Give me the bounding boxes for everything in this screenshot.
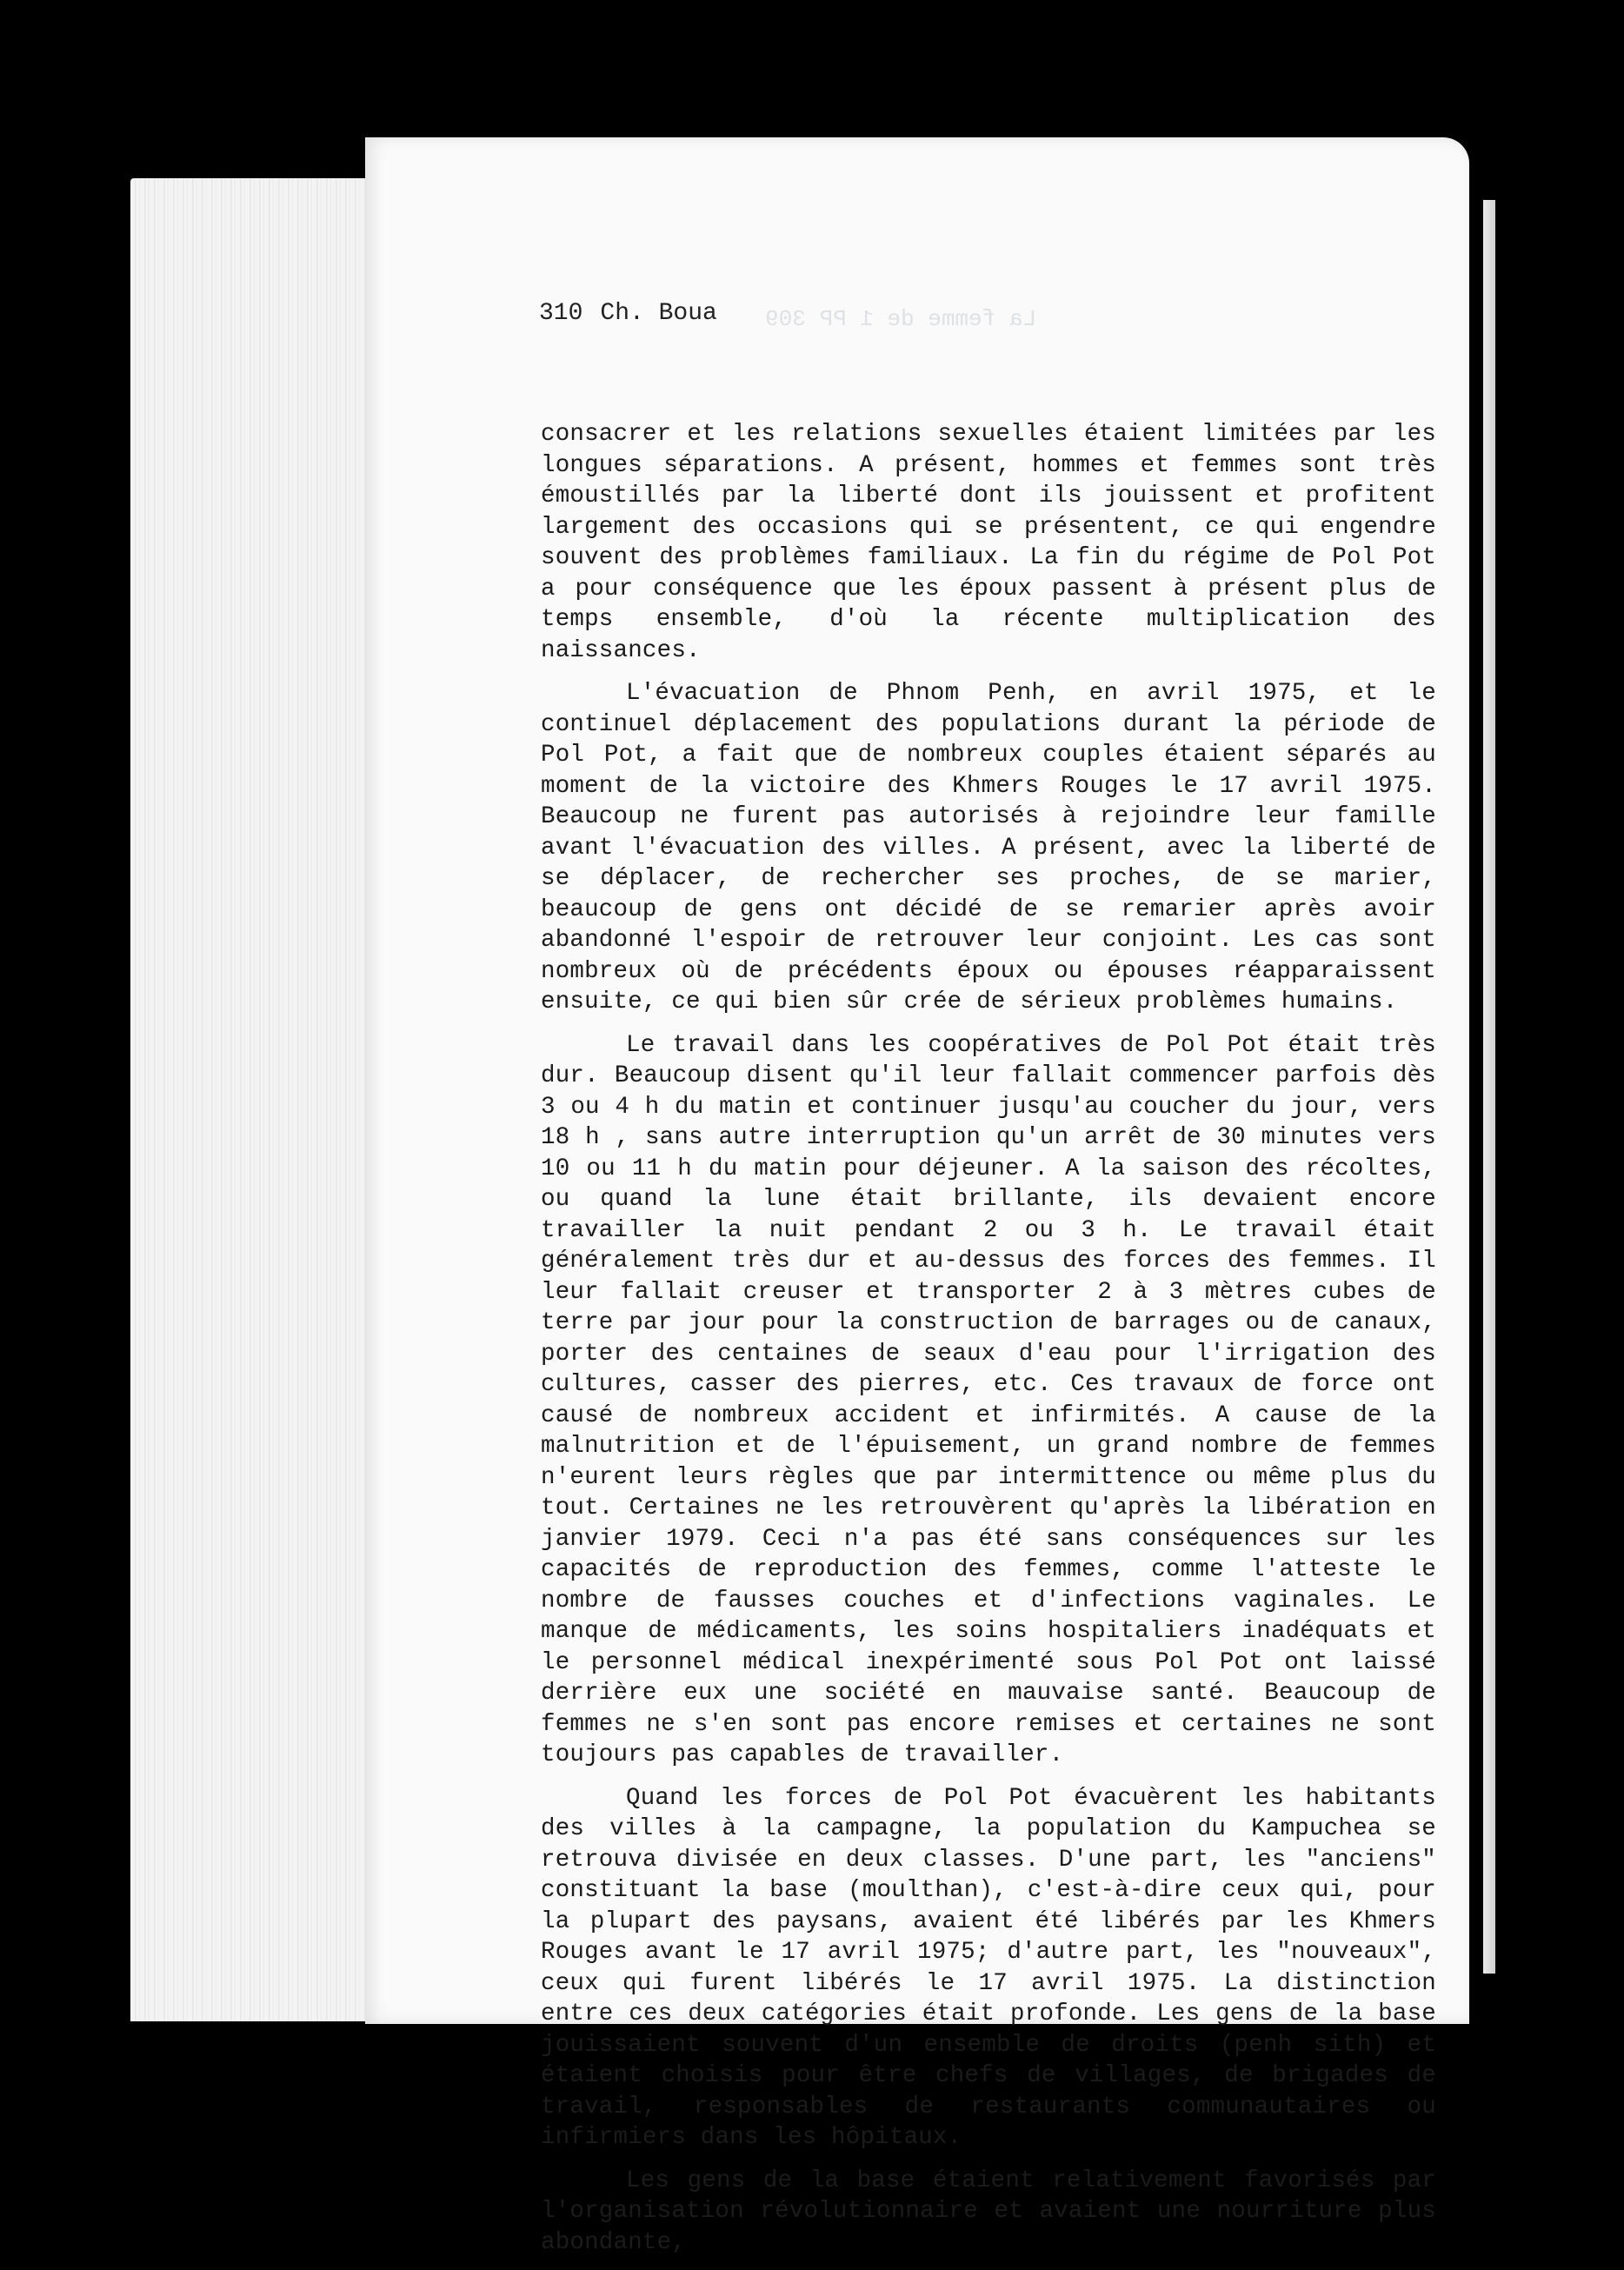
paragraph: Le travail dans les coopératives de Pol Pot était très dur. Beaucoup disent qu'il leur fallait commencer parfois dès 3 ou 4 h du matin et continuer jusqu'au coucher du jour, vers 18 h , sans autre interruption qu'un arrêt de 30 minutes vers 10 ou 11 h du matin pour déjeuner. A la saison des récoltes, ou quand la lune était brillante, ils devaient encore travailler la nuit pendant 2 ou 3 h. Le travail était généralement très dur et au-dessus des forces des femmes. Il leur fallait creuser et transporter 2 à 3 mètres cubes de terre par jour pour la construction de barrages ou de canaux, porter des centaines de seaux d'eau pour l'irrigation des cultures, casser des pierres, etc. Ces travaux de force ont causé de nombreux accident et infirmités. A cause de la malnutrition et de l'épuisement, un grand nombre de femmes n'eurent leurs règles que par intermittence ou même plus du tout. Certaines ne les retrouvèrent qu'après la libération en janvier 1979. Ceci n'a pas été sans conséquences sur les capacités de reproduction des femmes, comme l'atteste le nombre de fausses couches et d'infections vaginales. Le manque de médicaments, les soins hospitaliers inadéquats et le personnel médical inexpérimenté sous Pol Pot ont laissé derrière eux une société en mauvaise santé. Beaucoup de femmes ne s'en sont pas encore remises et certaines ne sont toujours pas capables de travailler. (541, 1031, 1436, 1768)
paragraph: Quand les forces de Pol Pot évacuèrent les habitants des villes à la campagne, la population du Kampuchea se retrouva divisée en deux classes. D'une part, les "anciens" constituant la base (moulthan), c'est-à-dire ceux qui, pour la plupart des paysans, avaient été libérés par les Khmers Rouges avant le 17 avril 1975; d'autre part, les "nouveaux", ceux qui furent libérés le 17 avril 1975. La distinction entre ces deux catégories était profonde. Les gens de la base jouissaient souvent d'un ensemble de droits (penh sith) et étaient choisis pour être chefs de villages, de brigades de travail, responsables de restaurants communautaires ou infirmiers dans les hôpitaux. (541, 1784, 1436, 2151)
body-text (541, 419, 1436, 2270)
page-number: 310 (539, 300, 583, 327)
running-title: Ch. Boua (600, 300, 717, 327)
page-stack-edge (130, 178, 383, 2021)
running-header (539, 300, 717, 327)
paragraph: consacrer et les relations sexuelles étaient limitées par les longues séparations. A présent, hommes et femmes sont très émoustillés par la liberté dont ils jouissent et profitent largement des occasions qui se présentent, ce qui engendre souvent des problèmes familiaux. La fin du régime de Pol Pot a pour conséquence que les époux passent à présent plus de temps ensemble, d'où la récente multiplication des naissances. (541, 421, 1436, 664)
paragraph: L'évacuation de Phnom Penh, en avril 1975, et le continuel déplacement des populations durant la période de Pol Pot, a fait que de nombreux couples étaient séparés au moment de la victoire des Khmers Rouges le 17 avril 1975. Beaucoup ne furent pas autorisés à rejoindre leur famille avant l'évacuation des villes. A présent, avec la liberté de se déplacer, de rechercher ses proches, de se marier, beaucoup de gens ont décidé de se remarier après avoir abandonné l'espoir de retrouver leur conjoint. Les cas sont nombreux où de précédents époux ou épouses réapparaissent ensuite, ce qui bien sûr crée de sérieux problèmes humains. (541, 680, 1436, 1015)
bleed-through-text: La femme de 1 PP 309 (765, 306, 1037, 332)
paragraph: Les gens de la base étaient relativement favorisés par l'organisation révolutionnaire et avaient une nourriture plus abondante, (541, 2167, 1436, 2256)
page-right-edge (1483, 200, 1495, 1974)
